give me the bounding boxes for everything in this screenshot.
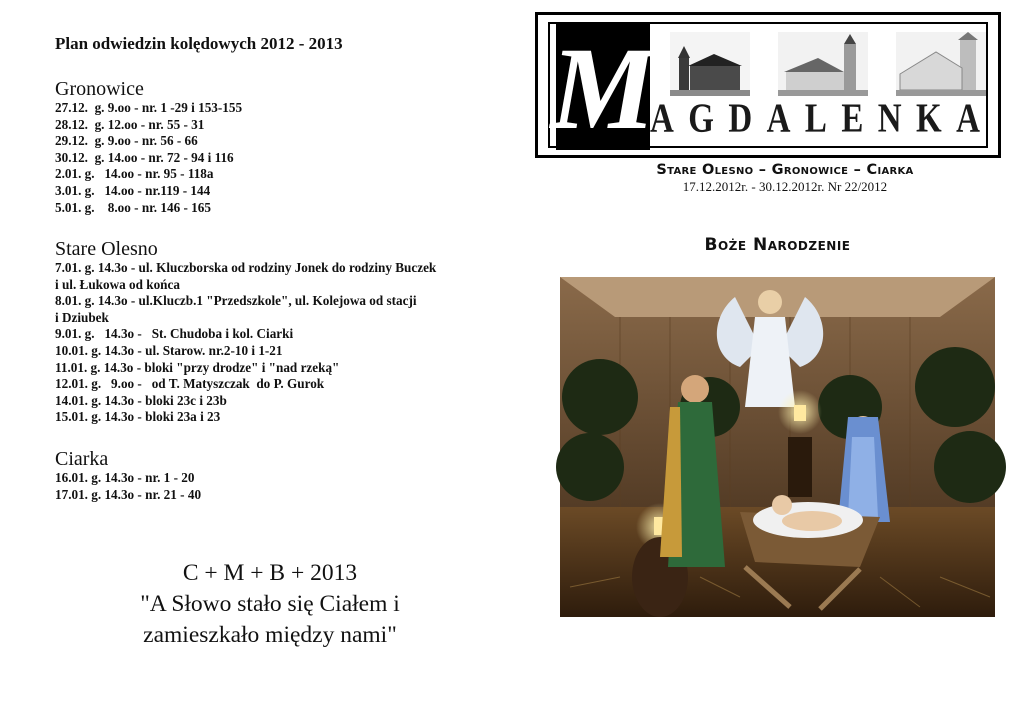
motto-line: zamieszkało między nami" (143, 622, 397, 648)
issue-dates: 17.12.2012r. - 30.12.2012r. Nr 22/2012 (682, 179, 888, 194)
schedule-line: i ul. Łukowa od końca (55, 276, 180, 292)
schedule-line: 8.01. g. 14.3o - ul.Kluczb.1 "Przedszkole", ul. Kolejowa od stacji (55, 293, 417, 309)
schedule-line: i Dziubek (55, 309, 109, 325)
schedule-line: 11.01. g. 14.3o - bloki "przy drodze" i "nad rzeką" (55, 359, 340, 375)
section-ciarka (55, 448, 201, 503)
schedule-line: 29.12. g. 9.oo - nr. 56 - 66 (55, 133, 198, 149)
section-gronowice (55, 78, 242, 216)
section-stare-olesno (55, 238, 436, 426)
masthead-letter: D (728, 96, 753, 142)
schedule-line: 17.01. g. 14.3o - nr. 21 - 40 (55, 486, 202, 502)
motto (55, 558, 485, 651)
motto-line: C + M + B + 2013 (182, 560, 358, 586)
masthead-letter: A (766, 96, 791, 142)
schedule-line: 5.01. g. 8.oo - nr. 146 - 165 (55, 199, 211, 215)
schedule-line: 2.01. g. 14.oo - nr. 95 - 118a (55, 166, 214, 182)
gothic-m-logo (550, 23, 656, 154)
schedule-column (55, 34, 495, 502)
schedule-line: 14.01. g. 14.3o - bloki 23c i 23b (55, 392, 227, 408)
masthead-letter: A (956, 96, 980, 142)
masthead-letter: L (804, 96, 827, 142)
schedule-line: 16.01. g. 14.3o - nr. 1 - 20 (55, 470, 195, 485)
schedule-line: 9.01. g. 14.3o - St. Chudoba i kol. Ciarki (55, 326, 294, 342)
initial-letter: M (550, 23, 656, 154)
places-line: Stare Olesno – Gronowice – Ciarka (656, 162, 914, 178)
schedule-line: 7.01. g. 14.3o - ul. Kluczborska od rodziny Jonek do rodziny Buczek (55, 260, 437, 275)
schedule-line: 15.01. g. 14.3o - bloki 23a i 23 (55, 409, 221, 425)
church-with-tower-icon (778, 32, 868, 96)
masthead-letter: N (877, 96, 902, 142)
nativity-scene-photo (560, 277, 995, 617)
schedule-line: 28.12. g. 12.oo - nr. 55 - 31 (55, 116, 205, 132)
masthead (535, 12, 1001, 158)
masthead-word (650, 96, 980, 142)
schedule-line: 30.12. g. 14.oo - nr. 72 - 94 i 116 (55, 149, 234, 165)
schedule-line: 12.01. g. 9.oo - od T. Matyszczak do P. Gurok (55, 376, 325, 392)
wooden-church-icon (670, 32, 750, 96)
subhead (535, 162, 1035, 195)
plan-title: Plan odwiedzin kolędowych 2012 - 2013 (55, 34, 343, 53)
schedule-line: 27.12. g. 9.oo - nr. 1 -29 i 153-155 (55, 100, 243, 115)
modern-church-icon (896, 32, 986, 96)
masthead-letter: K (916, 96, 942, 142)
section-heading: Ciarka (55, 448, 109, 470)
feature-title: Boże Narodzenie (704, 235, 851, 255)
schedule-line: 3.01. g. 14.oo - nr.119 - 144 (55, 182, 211, 198)
masthead-letter: E (841, 96, 864, 142)
motto-line: "A Słowo stało się Ciałem i (140, 591, 400, 617)
masthead-letter: A (650, 96, 674, 142)
section-heading: Stare Olesno (55, 238, 158, 260)
masthead-frame (548, 22, 988, 154)
masthead-letter: G (688, 96, 714, 142)
masthead-initial (550, 23, 656, 154)
section-heading: Gronowice (55, 78, 144, 100)
schedule-line: 10.01. g. 14.3o - ul. Starow. nr.2-10 i 1-21 (55, 342, 283, 358)
